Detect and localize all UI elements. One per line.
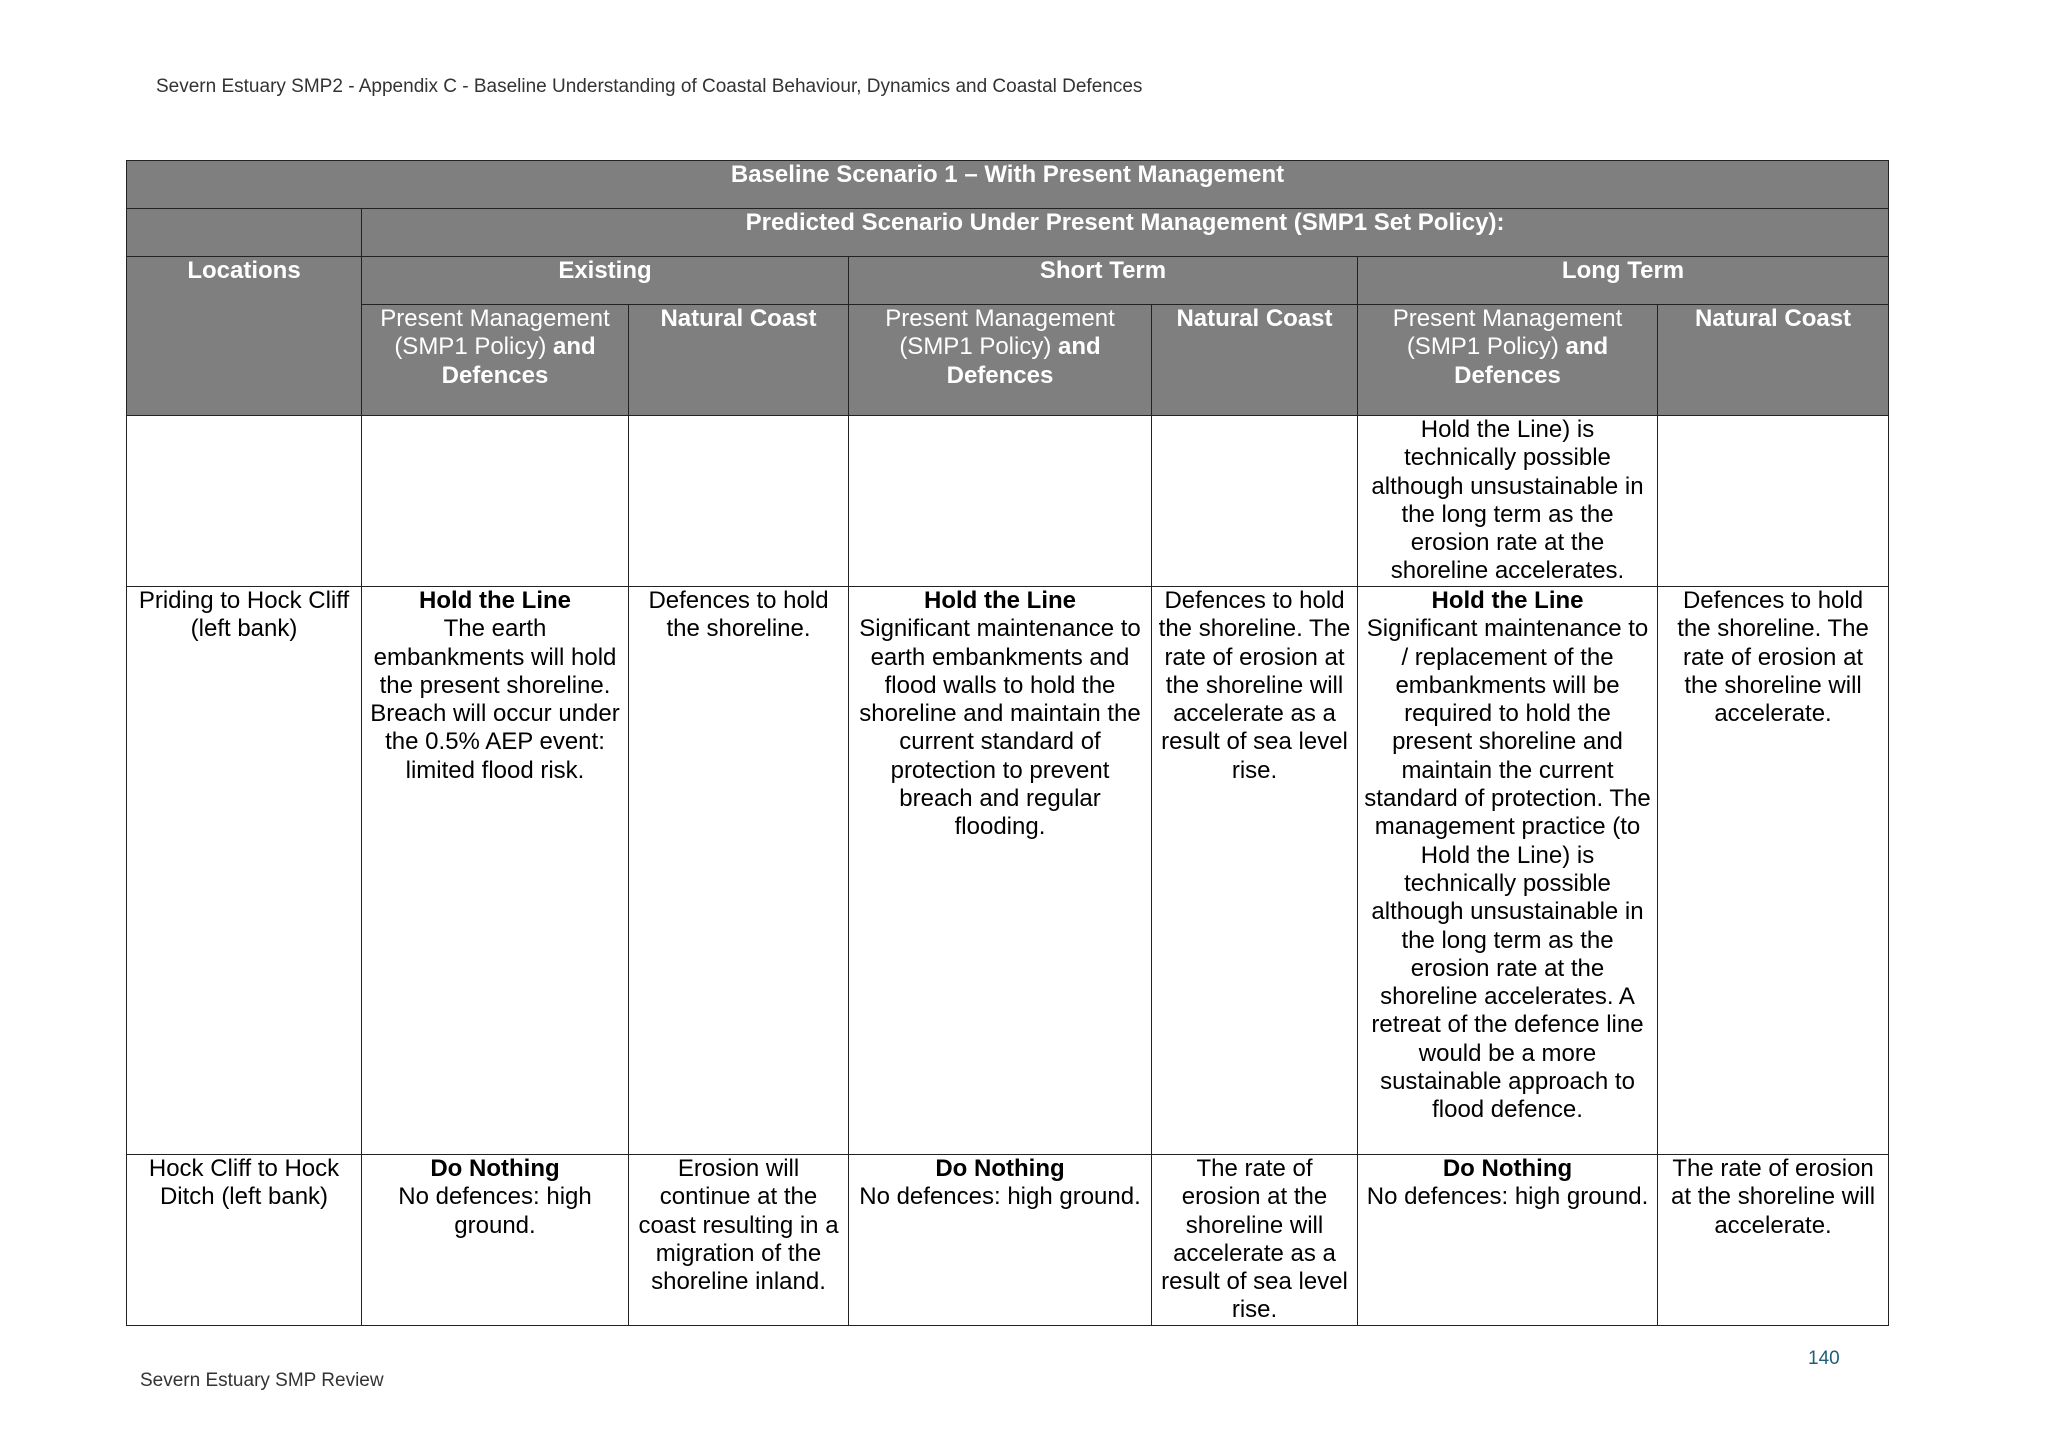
present-management-label: Present Management (SMP1 Policy) — [380, 305, 610, 361]
term-long-heading: Long Term — [1358, 257, 1889, 305]
long-natural-cell: The rate of erosion at the shoreline will accelerate. — [1658, 1155, 1889, 1326]
present-management-label: Present Management (SMP1 Policy) — [1392, 305, 1623, 361]
long-present-management-heading — [1358, 305, 1658, 416]
cell-text: No defences: high ground. — [1366, 1183, 1649, 1211]
existing-natural-cell: Defences to hold the shoreline. — [629, 587, 849, 1155]
short-present-management-heading — [849, 305, 1152, 416]
long-present-cell — [1358, 1155, 1658, 1326]
policy-label: Hold the Line — [924, 587, 1076, 614]
long-natural-cell: Defences to hold the shoreline. The rate of erosion at the shoreline will accelerate. — [1658, 587, 1889, 1155]
short-natural-coast-heading: Natural Coast — [1152, 305, 1358, 416]
cell-text: Significant maintenance to / replacement of the embankments will be required to hold the present shoreline and maintain the current standard of protection. The management practice (to Hold the Line) is technically possible although unsustainable in the long term as the erosion rate at the shoreline accelerates. A retreat of the defence line would be a more sustainable approach to flood defence. — [1364, 615, 1651, 1124]
table-title: Baseline Scenario 1 – With Present Management — [127, 161, 1889, 209]
policy-label: Do Nothing — [1442, 1155, 1573, 1182]
and-defences-label: and Defences — [1454, 333, 1609, 389]
predicted-scenario-heading: Predicted Scenario Under Present Management (SMP1 Set Policy): — [362, 209, 1889, 257]
cell-text: The earth embankments will hold the present shoreline. Breach will occur under the 0.5% AEP event: limited flood risk. — [370, 615, 620, 784]
short-natural-cell — [1152, 416, 1358, 587]
table-row — [127, 416, 1889, 587]
short-present-cell — [849, 587, 1152, 1155]
and-defences-label: and Defences — [441, 333, 596, 389]
term-short-heading: Short Term — [849, 257, 1358, 305]
location-cell: Hock Cliff to Hock Ditch (left bank) — [127, 1155, 362, 1326]
policy-label: Do Nothing — [430, 1155, 560, 1182]
predicted-heading-row — [127, 209, 1889, 257]
existing-present-cell — [362, 1155, 629, 1326]
footer-title: Severn Estuary SMP Review — [140, 1370, 384, 1391]
location-cell — [127, 416, 362, 587]
policy-label: Hold the Line — [1431, 587, 1584, 614]
location-cell: Priding to Hock Cliff (left bank) — [127, 587, 362, 1155]
running-header: Severn Estuary SMP2 - Appendix C - Baseline Understanding of Coastal Behaviour, Dynamics and Coastal Defences — [156, 76, 1143, 97]
long-present-cell: Hold the Line) is technically possible although unsustainable in the long term as the erosion rate at the shoreline accelerates. — [1358, 416, 1658, 587]
long-natural-coast-heading: Natural Coast — [1658, 305, 1889, 416]
cell-text: No defences: high ground. — [398, 1183, 592, 1239]
and-defences-label: and Defences — [946, 333, 1101, 389]
table-row — [127, 1155, 1889, 1326]
cell-text: No defences: high ground. — [859, 1183, 1141, 1211]
locations-heading: Locations — [127, 257, 362, 416]
baseline-scenario-table — [126, 160, 1889, 1326]
short-natural-cell: The rate of erosion at the shoreline will accelerate as a result of sea level rise. — [1152, 1155, 1358, 1326]
short-present-cell — [849, 416, 1152, 587]
existing-natural-cell — [629, 416, 849, 587]
present-management-label: Present Management (SMP1 Policy) — [885, 305, 1115, 361]
cell-text: Significant maintenance to earth embankments and flood walls to hold the shoreline and maintain the current standard of protection to prevent breach and regular flooding. — [859, 615, 1141, 841]
policy-label: Do Nothing — [935, 1155, 1065, 1182]
column-heading-row — [127, 305, 1889, 416]
table-row — [127, 587, 1889, 1155]
term-heading-row — [127, 257, 1889, 305]
existing-natural-cell: Erosion will continue at the coast resulting in a migration of the shoreline inland. — [629, 1155, 849, 1326]
long-present-cell — [1358, 587, 1658, 1155]
short-natural-cell: Defences to hold the shoreline. The rate of erosion at the shoreline will accelerate as a result of sea level rise. — [1152, 587, 1358, 1155]
existing-natural-coast-heading: Natural Coast — [629, 305, 849, 416]
short-present-cell — [849, 1155, 1152, 1326]
empty-header-cell — [127, 209, 362, 257]
table-title-row — [127, 161, 1889, 209]
existing-present-cell — [362, 416, 629, 587]
long-natural-cell — [1658, 416, 1889, 587]
term-existing-heading: Existing — [362, 257, 849, 305]
existing-present-management-heading — [362, 305, 629, 416]
existing-present-cell — [362, 587, 629, 1155]
page-number: 140 — [1808, 1348, 1840, 1369]
policy-label: Hold the Line — [419, 587, 571, 614]
